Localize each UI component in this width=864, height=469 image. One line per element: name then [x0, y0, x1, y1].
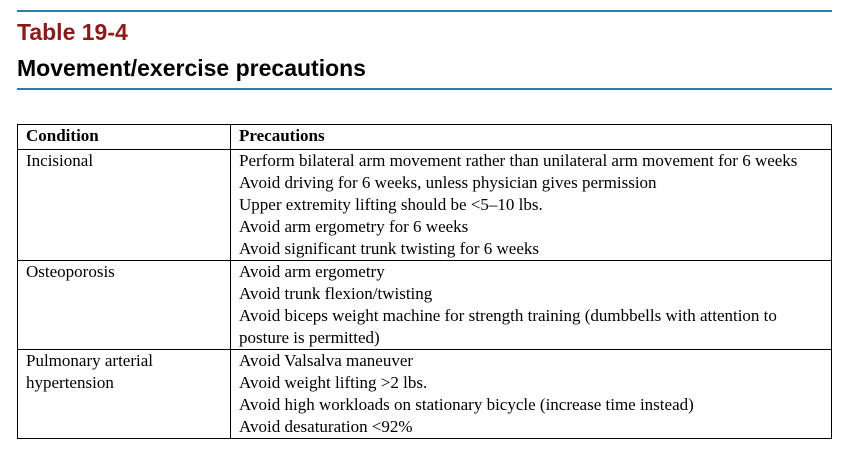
precautions-cell: [231, 350, 832, 439]
precaution-item: Avoid arm ergometry: [239, 262, 385, 281]
precaution-item: Avoid Valsalva maneuver: [239, 351, 414, 370]
precaution-item: Upper extremity lifting should be <5–10 lbs.: [239, 195, 543, 214]
precautions-cell: [231, 150, 832, 261]
top-rule: [17, 10, 832, 12]
condition-cell: Incisional: [18, 150, 231, 261]
precaution-item: Avoid trunk flexion/twisting: [239, 284, 433, 303]
precautions-cell: [231, 261, 832, 350]
condition-cell: Pulmonary arterial hypertension: [18, 350, 231, 439]
title-underline-rule: [17, 88, 832, 90]
precaution-item: Avoid desaturation <92%: [239, 417, 413, 436]
precaution-item: Avoid arm ergometry for 6 weeks: [239, 217, 469, 236]
condition-cell: Osteoporosis: [18, 261, 231, 350]
table-row: [18, 350, 832, 439]
column-header-condition: Condition: [18, 125, 231, 150]
precaution-item: Avoid weight lifting >2 lbs.: [239, 373, 428, 392]
precaution-item: Avoid biceps weight machine for strength training (dumbbells with attention to posture is permitted): [239, 306, 777, 347]
precaution-item: Avoid driving for 6 weeks, unless physician gives permission: [239, 173, 657, 192]
table-header-row: [18, 125, 832, 150]
precaution-item: Avoid high workloads on stationary bicycle (increase time instead): [239, 395, 694, 414]
precaution-item: Perform bilateral arm movement rather than unilateral arm movement for 6 weeks: [239, 151, 798, 170]
precaution-item: Avoid significant trunk twisting for 6 weeks: [239, 239, 539, 258]
column-header-precautions: Precautions: [231, 125, 832, 150]
table-number: Table 19-4: [17, 19, 128, 45]
table-row: [18, 261, 832, 350]
table-row: [18, 150, 832, 261]
precautions-table: [17, 124, 832, 439]
table-title: Movement/exercise precautions: [17, 55, 366, 81]
